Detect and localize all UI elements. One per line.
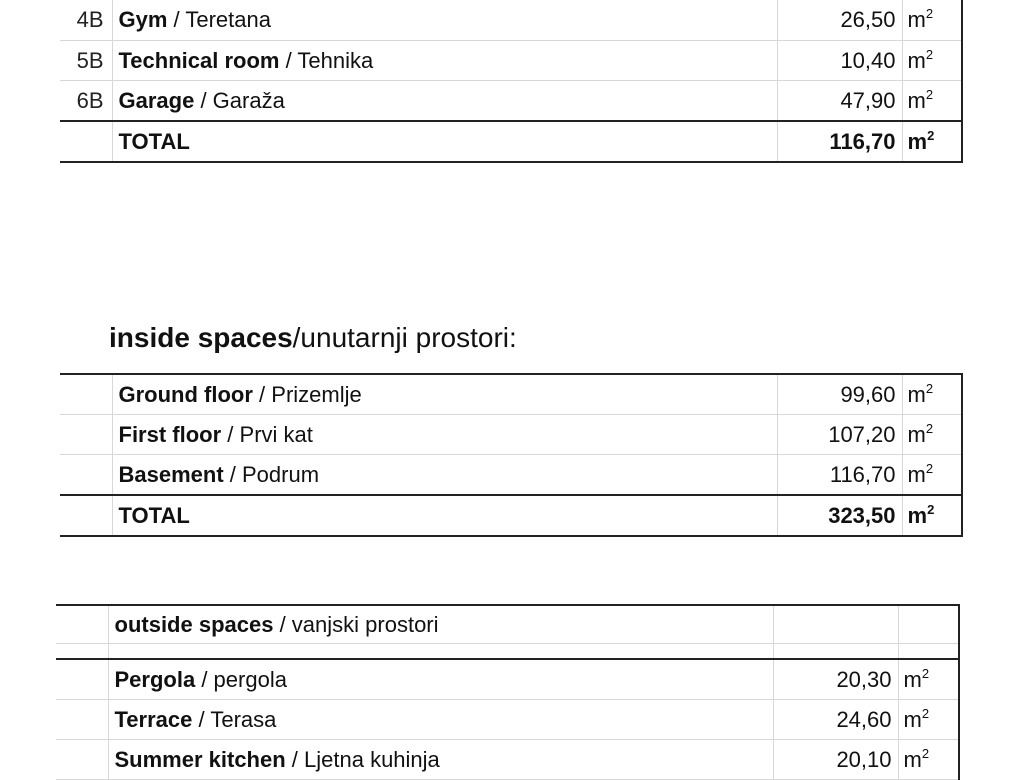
room-name-en: Ground floor (118, 381, 253, 407)
room-name-local: Ljetna kuhinja (304, 746, 440, 772)
unit-exponent: 2 (921, 745, 930, 761)
unit-exponent: 2 (921, 665, 930, 681)
inside-spaces-heading (109, 322, 517, 354)
table-row (60, 374, 962, 415)
unit-cell (902, 81, 962, 122)
unit-text: m (907, 502, 928, 528)
room-name-local: Tehnika (297, 47, 374, 73)
unit-exponent: 2 (927, 127, 935, 143)
name-separator: / (192, 706, 211, 732)
unit-cell (902, 455, 962, 496)
room-name-local: Podrum (242, 461, 320, 487)
room-name-cell (112, 41, 777, 81)
table-row (56, 700, 959, 740)
room-code-cell: 5B (60, 41, 112, 81)
name-separator: / (194, 87, 213, 113)
name-separator: / (273, 611, 292, 637)
spacer-cell (773, 644, 898, 660)
unit-exponent: 2 (925, 6, 934, 21)
inside-spaces-table (60, 373, 963, 537)
room-name-cell (112, 415, 777, 455)
unit-text: m (907, 128, 928, 154)
area-value-cell: 20,30 (773, 659, 898, 700)
unit-text: m (903, 666, 922, 692)
basement-rooms-table (60, 0, 963, 163)
room-name-local: Prizemlje (271, 381, 362, 407)
unit-text: m (907, 461, 926, 487)
total-label-cell: TOTAL (112, 495, 777, 536)
header-code-cell (56, 605, 108, 644)
room-name-local: vanjski prostori (291, 611, 439, 637)
name-separator: / (221, 421, 240, 447)
unit-text: m (907, 381, 926, 407)
total-label-cell: TOTAL (112, 121, 777, 162)
unit-exponent: 2 (927, 501, 935, 517)
area-value-cell: 107,20 (777, 415, 902, 455)
spacer-cell (56, 644, 108, 660)
room-name-cell (108, 700, 773, 740)
unit-cell (902, 495, 962, 536)
room-name-local: pergola (213, 666, 287, 692)
inside-title-en: inside spaces (109, 322, 293, 353)
spacer-cell (898, 644, 959, 660)
room-name-en: Technical room (118, 47, 280, 73)
area-value-cell: 47,90 (777, 81, 902, 122)
header-unit-cell (898, 605, 959, 644)
room-code-cell (56, 659, 108, 700)
inside-title-local: /unutarnji prostori: (292, 322, 517, 353)
room-name-en: Gym (118, 7, 168, 32)
room-name-en: Pergola (114, 666, 196, 692)
unit-exponent: 2 (925, 86, 934, 102)
area-value-cell: 24,60 (773, 700, 898, 740)
table-row (56, 659, 959, 700)
unit-exponent: 2 (925, 420, 934, 436)
room-name-en: Summer kitchen (114, 746, 286, 772)
header-value-cell (773, 605, 898, 644)
unit-cell (902, 41, 962, 81)
total-row (60, 495, 962, 536)
room-name-cell (112, 0, 777, 41)
table-row (60, 81, 962, 122)
room-name-cell (112, 81, 777, 122)
unit-text: m (907, 7, 926, 32)
name-separator: / (223, 461, 242, 487)
room-code-cell: 6B (60, 81, 112, 122)
inside-rows (60, 374, 962, 536)
name-separator: / (195, 666, 214, 692)
table-row (60, 455, 962, 496)
unit-cell (902, 0, 962, 41)
area-value-cell: 26,50 (777, 0, 902, 41)
room-code-cell (56, 700, 108, 740)
outside-spaces-table (56, 604, 960, 780)
area-value-cell: 116,70 (777, 455, 902, 496)
total-value-cell: 116,70 (777, 121, 902, 162)
outside-rows (56, 605, 959, 780)
room-code-cell: 4B (60, 0, 112, 41)
unit-cell (902, 374, 962, 415)
room-name-en: Garage (118, 87, 195, 113)
spacer-row (56, 644, 959, 660)
unit-text: m (903, 706, 922, 732)
room-name-en: Terrace (114, 706, 193, 732)
room-code-cell (60, 455, 112, 496)
unit-exponent: 2 (925, 380, 934, 396)
table-row (60, 0, 962, 41)
total-row (60, 121, 962, 162)
unit-cell (902, 415, 962, 455)
room-name-en: First floor (118, 421, 222, 447)
room-name-en: outside spaces (114, 611, 274, 637)
room-name-cell (108, 605, 773, 644)
name-separator: / (279, 47, 298, 73)
room-code-cell (60, 415, 112, 455)
table-row (60, 415, 962, 455)
room-name-local: Teretana (185, 7, 271, 32)
room-code-cell (56, 740, 108, 780)
unit-exponent: 2 (925, 46, 934, 62)
total-code-cell (60, 495, 112, 536)
total-code-cell (60, 121, 112, 162)
unit-text: m (907, 47, 926, 73)
unit-text: m (903, 746, 922, 772)
unit-exponent: 2 (925, 460, 934, 476)
room-code-cell (60, 374, 112, 415)
unit-cell (902, 121, 962, 162)
name-separator: / (167, 7, 186, 32)
unit-text: m (907, 87, 926, 113)
unit-cell (898, 740, 959, 780)
name-separator: / (252, 381, 272, 407)
unit-text: m (907, 421, 926, 447)
unit-cell (898, 700, 959, 740)
room-name-cell (112, 374, 777, 415)
room-name-local: Garaža (212, 87, 285, 113)
room-name-cell (112, 455, 777, 496)
basement-rows (60, 0, 962, 162)
unit-exponent: 2 (921, 705, 930, 721)
spacer-cell (108, 644, 773, 660)
total-value-cell: 323,50 (777, 495, 902, 536)
area-value-cell: 10,40 (777, 41, 902, 81)
room-name-local: Terasa (210, 706, 277, 732)
room-name-cell (108, 659, 773, 700)
name-separator: / (285, 746, 305, 772)
area-value-cell: 99,60 (777, 374, 902, 415)
room-name-cell (108, 740, 773, 780)
area-value-cell: 20,10 (773, 740, 898, 780)
room-name-local: Prvi kat (239, 421, 313, 447)
unit-cell (898, 659, 959, 700)
room-name-en: Basement (118, 461, 224, 487)
table-row (60, 41, 962, 81)
table-row (56, 740, 959, 780)
outside-header-row (56, 605, 959, 644)
